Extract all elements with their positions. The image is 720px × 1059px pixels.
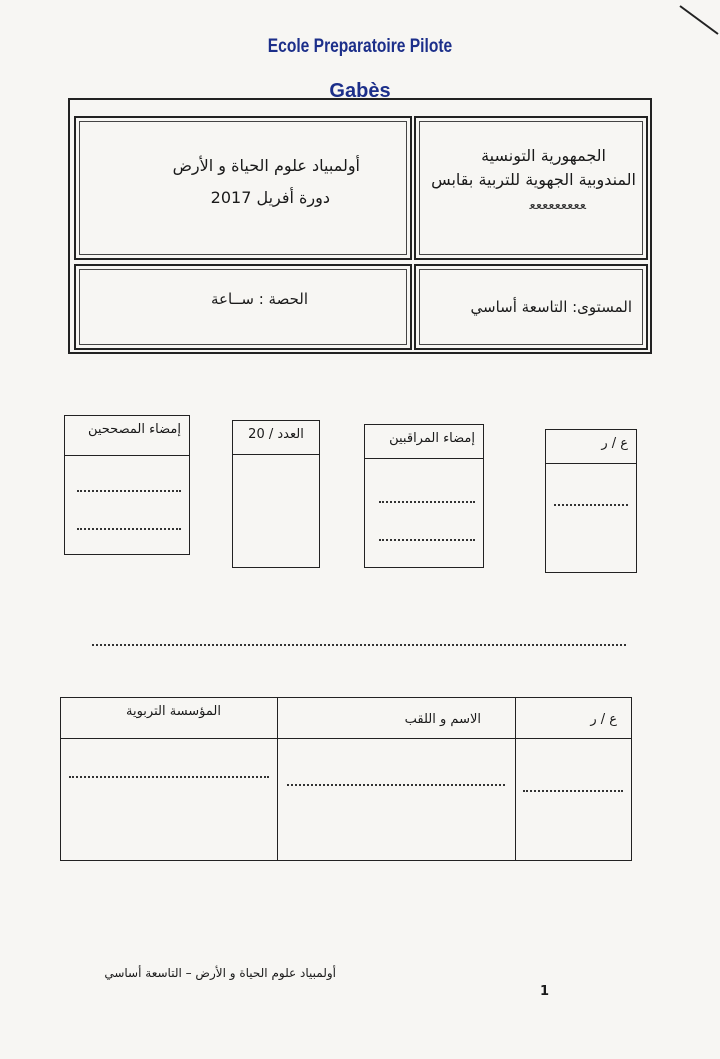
school-field-dotted <box>69 776 269 778</box>
footer-text: أولمبياد علوم الحياة و الأرض – التاسعة أساسي <box>104 966 336 980</box>
level-cell <box>414 264 648 350</box>
school-name: Ecole Preparatoire Pilote <box>267 36 453 57</box>
table-header-code: ع / ر <box>590 712 617 727</box>
commission-text: المندوبية الجهوية للتربية بقابس <box>431 170 636 189</box>
republic-text: الجمهورية التونسية <box>481 146 606 165</box>
page-number: 1 <box>540 984 550 999</box>
code-box-label: ع / ر <box>546 430 636 464</box>
olympiad-cell <box>74 116 412 260</box>
name-field-dotted <box>287 784 505 786</box>
olympiad-title: أولمبياد علوم الحياة و الأرض <box>172 156 360 175</box>
cut-line <box>92 644 626 646</box>
ornament-decoration: ﻌﻌﻌﻌﻌﻌﻌﻌﻌ <box>529 198 586 213</box>
correctors-dotted-line-1 <box>77 490 181 492</box>
code-field-dotted <box>523 790 623 792</box>
supervisors-dotted-line-2 <box>379 539 475 541</box>
table-divider-1 <box>277 698 278 860</box>
supervisors-box <box>364 424 484 568</box>
header-frame <box>68 98 652 354</box>
table-header-school: المؤسسة التربوية <box>126 704 221 719</box>
level-text: المستوى: التاسعة أساسي <box>470 298 632 316</box>
student-table <box>60 697 632 861</box>
institution-cell <box>414 116 648 260</box>
correctors-dotted-line-2 <box>77 528 181 530</box>
correctors-box <box>64 415 190 555</box>
code-box-dotted-line <box>554 504 628 506</box>
scan-mark-icon <box>676 0 720 36</box>
correctors-box-label: إمضاء المصححين <box>65 416 189 456</box>
code-box <box>545 429 637 573</box>
grade-box-label: العدد / 20 <box>233 421 319 455</box>
table-header-line <box>61 738 631 739</box>
table-divider-2 <box>515 698 516 860</box>
duration-cell <box>74 264 412 350</box>
supervisors-dotted-line-1 <box>379 501 475 503</box>
table-header-name: الاسم و اللقب <box>404 712 481 727</box>
session-text: دورة أفريل 2017 <box>210 188 330 207</box>
duration-text: الحصة : ســاعة <box>211 290 308 308</box>
supervisors-box-label: إمضاء المراقبين <box>365 425 483 459</box>
city-name: Gabès <box>329 80 391 102</box>
grade-box <box>232 420 320 568</box>
